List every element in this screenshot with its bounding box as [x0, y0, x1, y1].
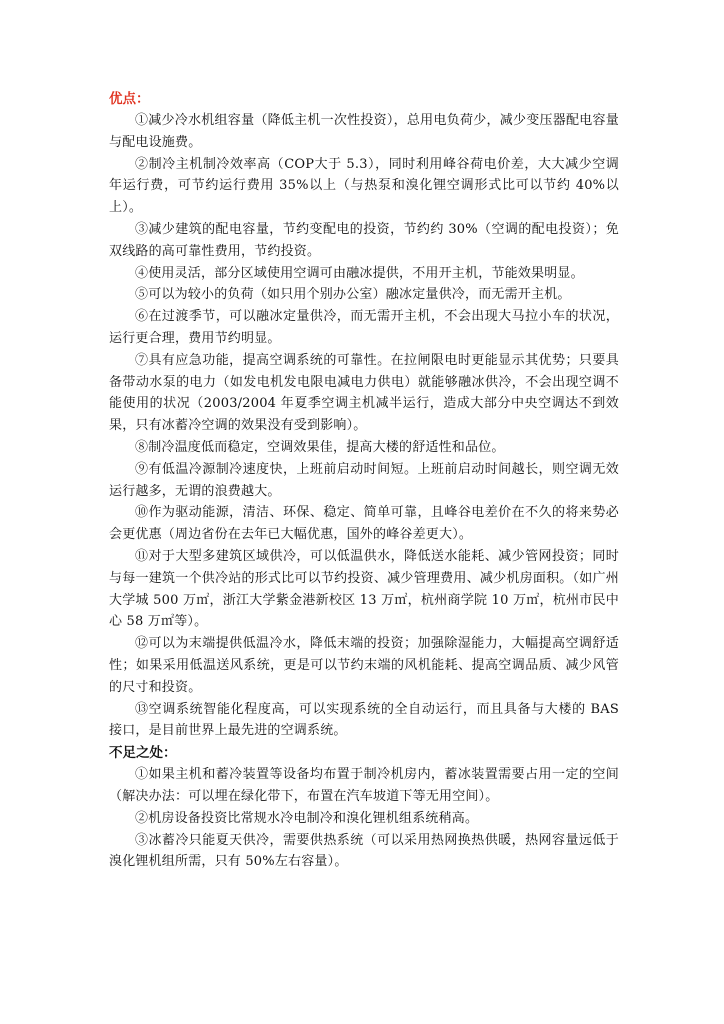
pros-item: ⑧制冷温度低而稳定，空调效果佳，提高大楼的舒适性和品位。 — [135, 439, 505, 455]
pros-item: ⑨有低温冷源制冷速度快，上班前启动时间短。上班前启动时间越长，则空调无效运行越多，无谓的浪费越大。 — [109, 461, 619, 499]
cons-heading: 不足之处： — [109, 745, 177, 762]
pros-item: ⑪对于大型多建筑区域供冷，可以低温供水，降低送水能耗、减少管网投资；同时与每一建筑一个供冷站的形式比可以节约投资、减少管理费用、减少机房面积。（如广州大学城 500 万㎡，浙江大学紫金港新校区 13 万㎡，杭州商学院 10 万㎡，杭州市民中心 58 万㎡等）。 — [109, 548, 619, 630]
cons-item: ②机房设备投资比常规水冷电制冷和溴化锂机组系统稍高。 — [135, 810, 479, 826]
pros-item: ①减少冷水机组容量（降低主机一次性投资），总用电负荷少，减少变压器配电容量与配电设施费。 — [109, 113, 619, 150]
pros-item: ⑫可以为末端提供低温冷水，降低末端的投资；加强除湿能力，大幅提高空调舒适性；如果采用低温送风系统，更是可以节约末端的风机能耗、提高空调品质、减少风管的尺寸和投资。 — [109, 636, 619, 695]
pros-item: ⑥在过渡季节，可以融冰定量供冷，而无需开主机，不会出现大马拉小车的状况，运行更合理，费用节约明显。 — [109, 309, 619, 346]
document-body — [109, 88, 619, 873]
cons-item: ③冰蓄冷只能夏天供冷，需要供热系统（可以采用热网换热供暖，热网容量远低于溴化锂机组所需，只有 50%左右容量）。 — [109, 832, 619, 870]
pros-item: ⑩作为驱动能源，清洁、环保、稳定、简单可靠，且峰谷电差价在不久的将来势必会更优惠（周边省份在去年已大幅优惠，国外的峰谷差更大）。 — [109, 505, 619, 543]
pros-item: ②制冷主机制冷效率高（COP大于 5.3），同时利用峰谷荷电价差，大大减少空调年运行费，可节约运行费用 35%以上（与热泵和溴化锂空调形式比可以节约 40%以上）。 — [109, 156, 619, 216]
pros-item: ⑬空调系统智能化程度高，可以实现系统的全自动运行，而且具备与大楼的 BAS 接口，是目前世界上最先进的空调系统。 — [109, 701, 619, 739]
pros-heading: 优点： — [109, 91, 150, 107]
pros-item: ④使用灵活，部分区域使用空调可由融冰提供，不用开主机，节能效果明显。 — [135, 265, 584, 281]
pros-item: ③减少建筑的配电容量，节约变配电的投资，节约约 30%（空调的配电投资）；免双线路的高可靠性费用，节约投资。 — [109, 221, 619, 259]
pros-item: ⑦具有应急功能，提高空调系统的可靠性。在拉闸限电时更能显示其优势；只要具备带动水泵的电力（如发电机发电限电减电力供电）就能够融冰供冷，不会出现空调不能使用的状况（2003/2004 年夏季空调主机减半运行，造成大部分中央空调达不到效果，只有冰蓄冷空调的效果没有受到影响）。 — [109, 352, 619, 434]
cons-item: ①如果主机和蓄冷装置等设备均布置于制冷机房内，蓄冰装置需要占用一定的空间（解决办法：可以埋在绿化带下，布置在汽车坡道下等无用空间）。 — [109, 767, 619, 804]
pros-item: ⑤可以为较小的负荷（如只用个别办公室）融冰定量供冷，而无需开主机。 — [135, 287, 571, 303]
